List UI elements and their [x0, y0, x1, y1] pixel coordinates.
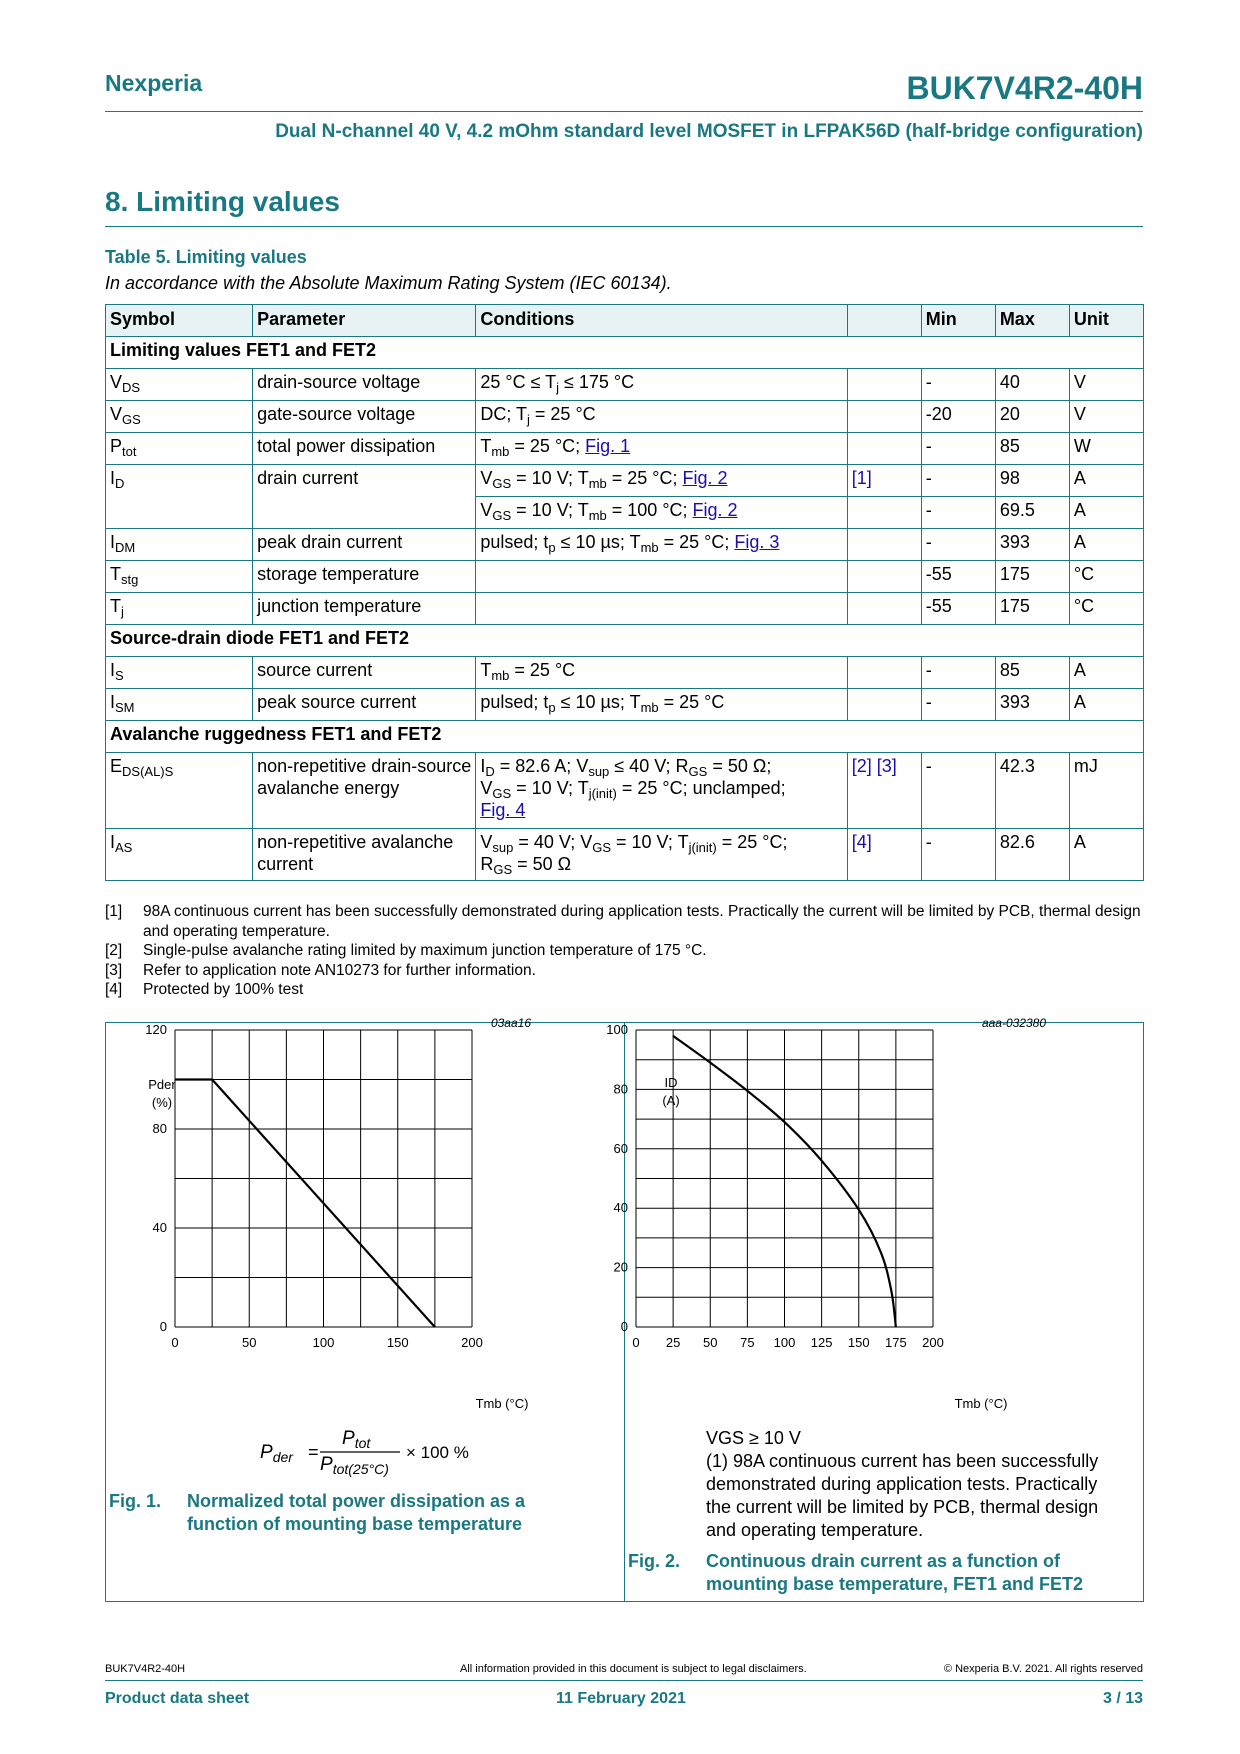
table-row	[106, 561, 1144, 593]
limiting-values-table	[105, 304, 1144, 881]
max-cell: 82.6	[995, 829, 1069, 881]
table-row	[106, 593, 1144, 625]
symbol-cell: $V_{GS}$	[106, 401, 253, 433]
symbol-cell: $I_{DM}$	[106, 529, 253, 561]
conditions-cell: pulsed; $t_p \le 10$ µs; $T_{mb} = 25$ °C	[476, 689, 847, 721]
max-cell: 175	[995, 593, 1069, 625]
footer-disclaimer: All information provided in this document is subject to legal disclaimers.	[460, 1663, 807, 1675]
parameter-cell: peak drain current	[253, 529, 476, 561]
table-row	[106, 497, 1144, 529]
y-tick-label: 60	[613, 1140, 628, 1156]
y-tick-label: 0	[159, 1319, 167, 1334]
unit-cell: A	[1069, 829, 1143, 881]
footnote: [2] Single-pulse avalanche rating limited by maximum junction temperature of 175 °C.	[105, 942, 707, 959]
min-cell: -	[921, 829, 995, 881]
footer-part-number: BUK7V4R2-40H	[105, 1663, 186, 1675]
conditions-cell: 25 $^\circ C \le T_j \le 175$ °C	[476, 369, 847, 401]
min-cell: -	[921, 689, 995, 721]
y-tick-label: 40	[152, 1220, 167, 1235]
parameter-cell: drain current	[253, 465, 476, 497]
conditions-cell	[476, 561, 847, 593]
unit-cell: A	[1069, 465, 1143, 497]
unit-cell: A	[1069, 497, 1143, 529]
x-tick-label: 50	[703, 1335, 718, 1350]
x-tick-label: 125	[810, 1335, 833, 1350]
symbol-cell: $T_{stg}$	[106, 561, 253, 593]
formula-numerator: $P_{tot}$	[342, 1428, 371, 1451]
min-cell: -	[921, 433, 995, 465]
ref-cell	[847, 561, 921, 593]
unit-cell: V	[1069, 401, 1143, 433]
symbol-cell: $I_{SM}$	[106, 689, 253, 721]
min-cell: -	[921, 529, 995, 561]
fig4-link[interactable]: Fig. 4	[480, 800, 526, 820]
fig3-link[interactable]: Fig. 3	[734, 532, 780, 552]
fig1-code: 03aa16	[490, 1016, 531, 1030]
conditions-cell: $I_D = 82.6$ A; $V_{sup} \le 40$ V; $R_{GS} = 50$ Ω; $V_{GS} = 10$ V; $T_{j(init)} = 25$ °C; unclamped; Fig. 4	[476, 753, 847, 829]
fig2-ylabel: ID	[664, 1075, 678, 1090]
max-cell: 42.3	[995, 753, 1069, 829]
parameter-cell: total power dissipation	[253, 433, 476, 465]
ref-cell	[847, 689, 921, 721]
parameter-cell: non-repetitive drain-source avalanche energy	[253, 753, 476, 829]
footer-doc-type: Product data sheet	[105, 1690, 250, 1707]
x-tick-label: 150	[847, 1335, 870, 1350]
max-cell: 175	[995, 561, 1069, 593]
header-min: Min	[921, 305, 995, 337]
footnote-ref-2-3[interactable]: [2] [3]	[851, 756, 897, 776]
max-cell: 40	[995, 369, 1069, 401]
table-row	[106, 753, 1144, 829]
ref-cell	[847, 433, 921, 465]
footnote: [3] Refer to application note AN10273 for further information.	[105, 961, 536, 979]
group-avalanche-ruggedness: Avalanche ruggedness FET1 and FET2	[106, 721, 1144, 753]
symbol-cell: $I_{AS}$	[106, 829, 253, 881]
parameter-cell: gate-source voltage	[253, 401, 476, 433]
fig1-xlabel: Tmb (°C)	[475, 1396, 529, 1411]
ref-cell	[847, 529, 921, 561]
fig1-formula	[250, 1420, 490, 1480]
unit-cell: °C	[1069, 593, 1143, 625]
ref-cell	[847, 829, 921, 881]
max-cell: 85	[995, 657, 1069, 689]
conditions-cell: $T_{mb} = 25$ °C	[476, 657, 847, 689]
header-parameter: Parameter	[253, 305, 476, 337]
conditions-cell: $V_{GS} = 10$ V; $T_{mb} = 25$ °C; Fig. 2	[476, 465, 847, 497]
fig2-code: aaa-032380	[981, 1016, 1046, 1030]
min-cell: -	[921, 497, 995, 529]
conditions-cell: $V_{GS} = 10$ V; $T_{mb} = 100$ °C; Fig. 2	[476, 497, 847, 529]
fig1-ylabel-unit: (%)	[151, 1095, 173, 1110]
table-row	[106, 433, 1144, 465]
table-title: Table 5. Limiting values	[105, 247, 307, 267]
symbol-cell: $P_{tot}$	[106, 433, 253, 465]
min-cell: -	[921, 369, 995, 401]
unit-cell: A	[1069, 689, 1143, 721]
y-tick-label: 120	[145, 1022, 167, 1037]
fig2-xlabel: Tmb (°C)	[954, 1396, 1008, 1411]
company-name: Nexperia	[105, 70, 203, 96]
fig2-note	[706, 1427, 1126, 1542]
unit-cell: A	[1069, 657, 1143, 689]
footer-divider	[105, 1680, 1143, 1681]
conditions-cell: DC; $T_j = 25$ °C	[476, 401, 847, 433]
footer-copyright: © Nexperia B.V. 2021. All rights reserved	[943, 1663, 1143, 1675]
parameter-cell: peak source current	[253, 689, 476, 721]
y-tick-label: 0	[620, 1319, 628, 1334]
footnote: [1] 98A continuous current has been successfully demonstrated during application tests. Practically the current will be limited by PCB, thermal design and operating temperature.	[105, 903, 1141, 940]
x-tick-label: 150	[386, 1335, 409, 1350]
footnote-ref-4[interactable]: [4]	[851, 832, 872, 852]
min-cell: -20	[921, 401, 995, 433]
header-divider	[105, 111, 1143, 112]
symbol-cell: $T_j$	[106, 593, 253, 625]
x-tick-label: 100	[773, 1335, 796, 1350]
x-tick-label: 0	[632, 1335, 640, 1350]
unit-cell: V	[1069, 369, 1143, 401]
min-cell: -	[921, 657, 995, 689]
table-row	[106, 369, 1144, 401]
x-tick-label: 75	[740, 1335, 755, 1350]
max-cell: 20	[995, 401, 1069, 433]
y-tick-label: 80	[152, 1121, 167, 1136]
footnote-ref-1[interactable]: [1]	[851, 468, 872, 488]
ref-cell	[847, 497, 921, 529]
fig2-caption: Fig. 2. Continuous drain current as a function of mounting base temperature, FET1 and FET2	[628, 1551, 1084, 1594]
table-note: In accordance with the Absolute Maximum Rating System (IEC 60134).	[105, 273, 672, 293]
x-tick-label: 100	[312, 1335, 335, 1350]
x-tick-label: 175	[885, 1335, 907, 1350]
ref-cell	[847, 753, 921, 829]
min-cell: -55	[921, 561, 995, 593]
ref-cell	[847, 465, 921, 497]
footnote: [4] Protected by 100% test	[105, 981, 304, 998]
formula-factor: × 100 %	[406, 1443, 469, 1462]
table-row	[106, 401, 1144, 433]
formula-lhs: $P_{der}$	[260, 1442, 293, 1465]
part-number: BUK7V4R2-40H	[906, 70, 1143, 106]
x-tick-label: 25	[665, 1335, 681, 1350]
x-tick-label: 0	[171, 1335, 179, 1350]
ref-cell	[847, 657, 921, 689]
header-unit: Unit	[1069, 305, 1143, 337]
parameter-cell: junction temperature	[253, 593, 476, 625]
max-cell: 393	[995, 529, 1069, 561]
parameter-cell: source current	[253, 657, 476, 689]
fig1-ylabel: Pder	[148, 1077, 176, 1092]
table-row	[106, 689, 1144, 721]
symbol-cell: $V_{DS}$	[106, 369, 253, 401]
min-cell: -	[921, 465, 995, 497]
header-max: Max	[995, 305, 1069, 337]
unit-cell: W	[1069, 433, 1143, 465]
fig1-link[interactable]: Fig. 1	[585, 436, 631, 456]
fig1-caption: Fig. 1. Normalized total power dissipation as a function of mounting base temperature	[109, 1491, 526, 1534]
table-row	[106, 657, 1144, 689]
group-source-drain-diode: Source-drain diode FET1 and FET2	[106, 625, 1144, 657]
symbol-cell: $I_S$	[106, 657, 253, 689]
table-row	[106, 829, 1144, 881]
table-header-row	[106, 305, 1144, 337]
symbol-cell: $E_{DS(AL)S}$	[106, 753, 253, 829]
fig1-series-line	[175, 1080, 435, 1328]
max-cell: 85	[995, 433, 1069, 465]
x-tick-label: 200	[461, 1335, 483, 1350]
max-cell: 393	[995, 689, 1069, 721]
fig2-ylabel-unit: (A)	[662, 1093, 680, 1108]
table-row	[106, 529, 1144, 561]
document-subtitle: Dual N-channel 40 V, 4.2 mOhm standard level MOSFET in LFPAK56D (half-bridge configuration)	[275, 121, 1143, 142]
fig2-note-text: (1) 98A continuous current has been successfully demonstrated during application tests. Practically the current will be limited by PCB, thermal design and operating temperature.	[706, 1451, 1099, 1540]
ref-cell	[847, 593, 921, 625]
group-limiting-values: Limiting values FET1 and FET2	[106, 337, 1144, 369]
section-divider	[105, 226, 1143, 227]
y-tick-label: 20	[613, 1259, 628, 1275]
table-row	[106, 465, 1144, 497]
conditions-cell	[476, 593, 847, 625]
footer-date: 11 February 2021	[556, 1690, 686, 1707]
header-conditions: Conditions	[476, 305, 847, 337]
footnotes	[105, 902, 1145, 1000]
unit-cell: A	[1069, 529, 1143, 561]
symbol-cell: $I_D$	[106, 465, 253, 497]
footer-page-number: 3 / 13	[1102, 1690, 1143, 1707]
min-cell: -	[921, 753, 995, 829]
fig2-link[interactable]: Fig. 2	[692, 500, 738, 520]
fig2-chart	[606, 1016, 1143, 1423]
unit-cell: mJ	[1069, 753, 1143, 829]
parameter-cell: non-repetitive avalanche current	[253, 829, 476, 881]
x-tick-label: 200	[922, 1335, 944, 1350]
unit-cell: °C	[1069, 561, 1143, 593]
fig1-chart	[106, 1016, 623, 1453]
fig2-note-condition: VGS ≥ 10 V	[706, 1428, 801, 1448]
parameter-cell: storage temperature	[253, 561, 476, 593]
formula-denominator: $P_{tot(25^\circ C)}$	[320, 1454, 389, 1477]
fig2-link[interactable]: Fig. 2	[682, 468, 728, 488]
ref-cell	[847, 369, 921, 401]
formula-equals: =	[308, 1442, 319, 1462]
conditions-cell: pulsed; $t_p \le 10$ µs; $T_{mb} = 25$ °C; Fig. 3	[476, 529, 847, 561]
header-ref	[847, 305, 921, 337]
y-tick-label: 100	[606, 1022, 628, 1037]
max-cell: 98	[995, 465, 1069, 497]
conditions-cell: $V_{sup} = 40$ V; $V_{GS} = 10$ V; $T_{j(init)} = 25$ °C; $R_{GS} = 50$ Ω	[476, 829, 847, 881]
conditions-cell: $T_{mb} = 25$ °C; Fig. 1	[476, 433, 847, 465]
y-tick-label: 80	[613, 1081, 628, 1097]
ref-cell	[847, 401, 921, 433]
y-tick-label: 40	[613, 1200, 628, 1216]
section-title: 8. Limiting values	[105, 186, 340, 217]
min-cell: -55	[921, 593, 995, 625]
max-cell: 69.5	[995, 497, 1069, 529]
x-tick-label: 50	[242, 1335, 257, 1350]
header-symbol: Symbol	[106, 305, 253, 337]
parameter-cell: drain-source voltage	[253, 369, 476, 401]
